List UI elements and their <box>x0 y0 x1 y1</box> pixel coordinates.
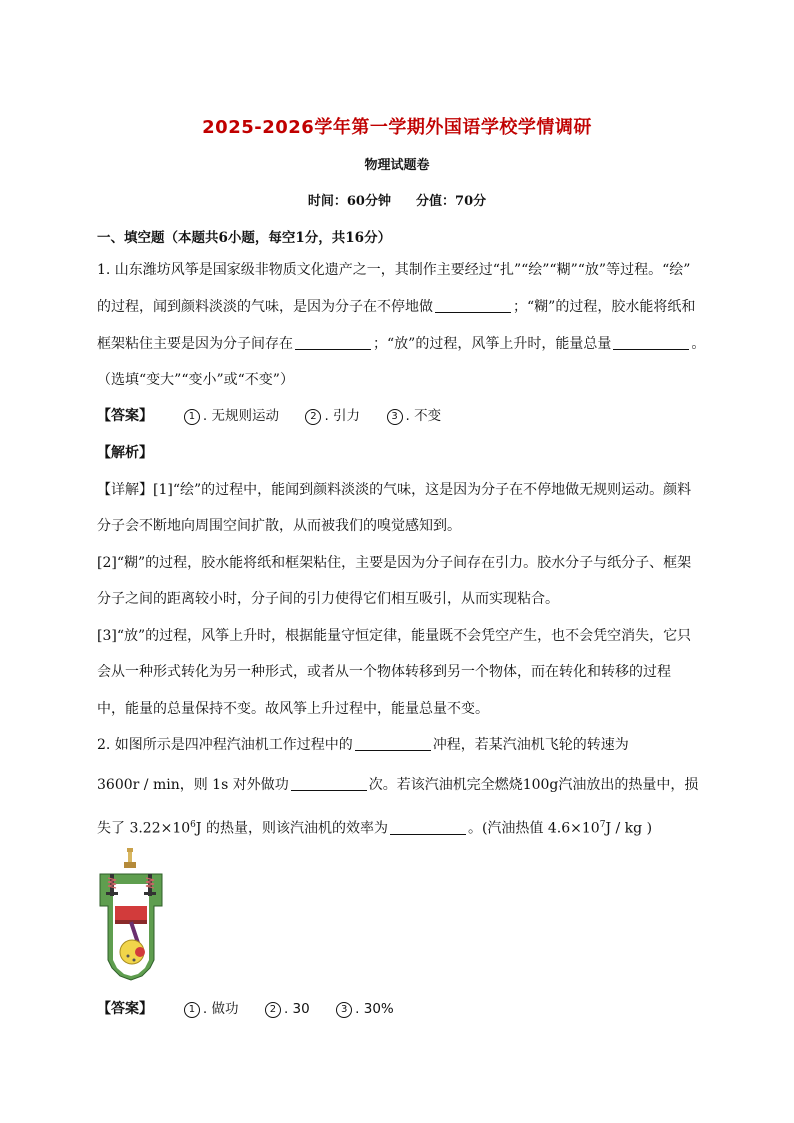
detail-line: 分子会不断地向周围空间扩散，从而被我们的嗅觉感知到。 <box>97 518 461 534</box>
q1-text: 框架粘住主要是因为分子间存在 <box>97 336 293 352</box>
q1-blank-3 <box>613 335 689 350</box>
answer-item: 3 . 30% <box>336 999 394 1019</box>
q2-text: 次。若该汽油机完全燃烧100g汽油放出的热量中，损 <box>368 777 699 793</box>
q2-blank-2 <box>291 776 367 791</box>
q1-line-4: （选填“变大”“变小”或“不变”） <box>97 372 294 388</box>
q1-text: 。 <box>691 336 706 352</box>
q2-line-1 <box>97 735 629 755</box>
q1-text: ；“糊”的过程，胶水能将纸和 <box>513 299 696 315</box>
q1-answer <box>97 406 463 426</box>
exam-info <box>0 190 794 209</box>
q1-line-3 <box>97 334 705 354</box>
page-title: 2025-2026学年第一学期外国语学校学情调研 <box>202 117 592 138</box>
circle-number-icon: 2 <box>305 409 321 425</box>
q1-blank-1 <box>435 298 511 313</box>
detail-line: 分子之间的距离较小时，分子间的引力使得它们相互吸引，从而实现粘合。 <box>97 591 559 607</box>
detail-line: [2]“糊”的过程，胶水能将纸和框架粘住，主要是因为分子间存在引力。胶水分子与纸分子、框架 <box>97 555 692 571</box>
section-heading: 一、填空题（本题共6小题，每空1分，共16分） <box>97 230 392 246</box>
q1-text: 的过程，闻到颜料淡淡的气味，是因为分子在不停地做 <box>97 299 433 315</box>
answer-item: 3 . 不变 <box>387 406 442 426</box>
engine-diagram-icon <box>96 848 166 986</box>
answer-item: 2 . 引力 <box>305 406 360 426</box>
q2-line-2 <box>97 775 698 795</box>
q1-text: ；“放”的过程，风筝上升时，能量总量 <box>373 336 612 352</box>
detail-line: [3]“放”的过程，风筝上升时，根据能量守恒定律，能量既不会凭空产生，也不会凭空消失，它只 <box>97 628 692 644</box>
exam-score: 分值：70分 <box>416 194 487 209</box>
q2-text: 。(汽油热值 4.6×10 <box>467 820 600 837</box>
q2-text: 2. 如图所示是四冲程汽油机工作过程中的 <box>97 737 353 753</box>
q2-line-3: 失了 $3.22\times 10^6J$ 的热量，则该汽油机的效率为 。(汽油热值 $4.6\times 10^7J$ / kg ) <box>97 820 653 837</box>
answer-item: 1 . 无规则运动 <box>184 406 279 426</box>
q1-line-1: 1. 山东潍坊风筝是国家级非物质文化遗产之一，其制作主要经过“扎”“绘”“糊”“放”等过程。“绘” <box>97 262 691 278</box>
detail-line: 【详解】[1]“绘”的过程中，能闻到颜料淡淡的气味，这是因为分子在不停地做无规则运动。颜料 <box>97 482 692 498</box>
q2-text: 失了 3.22×10 <box>97 820 191 837</box>
q2-blank-1 <box>355 736 431 751</box>
circle-number-icon: 1 <box>184 1002 200 1018</box>
q1-blank-2 <box>295 335 371 350</box>
q2-blank-3 <box>390 820 466 835</box>
circle-number-icon: 2 <box>265 1002 281 1018</box>
q1-line-2 <box>97 297 695 317</box>
answer-item: 1 . 做功 <box>184 999 239 1019</box>
analysis-label: 【解析】 <box>97 445 153 461</box>
q2-text: 3600r / min，则 1s 对外做功 <box>97 777 289 793</box>
q2-answer <box>97 999 416 1019</box>
detail-line: 中，能量的总量保持不变。故风筝上升过程中，能量总量不变。 <box>97 701 489 717</box>
detail-line: 会从一种形式转化为另一种形式，或者从一个物体转移到另一个物体，而在转化和转移的过程 <box>97 664 671 680</box>
answer-label: 【答案】 <box>97 1001 153 1017</box>
q2-text: 冲程，若某汽油机飞轮的转速为 <box>432 737 629 753</box>
answer-label: 【答案】 <box>97 408 153 424</box>
answer-item: 2 . 30 <box>265 999 310 1019</box>
q2-text: J 的热量，则该汽油机的效率为 <box>195 820 388 837</box>
circle-number-icon: 3 <box>336 1002 352 1018</box>
circle-number-icon: 3 <box>387 409 403 425</box>
q2-text: J / kg ) <box>605 820 653 837</box>
exam-time: 时间：60分钟 <box>307 194 391 209</box>
circle-number-icon: 1 <box>184 409 200 425</box>
page-subtitle: 物理试题卷 <box>364 158 430 173</box>
